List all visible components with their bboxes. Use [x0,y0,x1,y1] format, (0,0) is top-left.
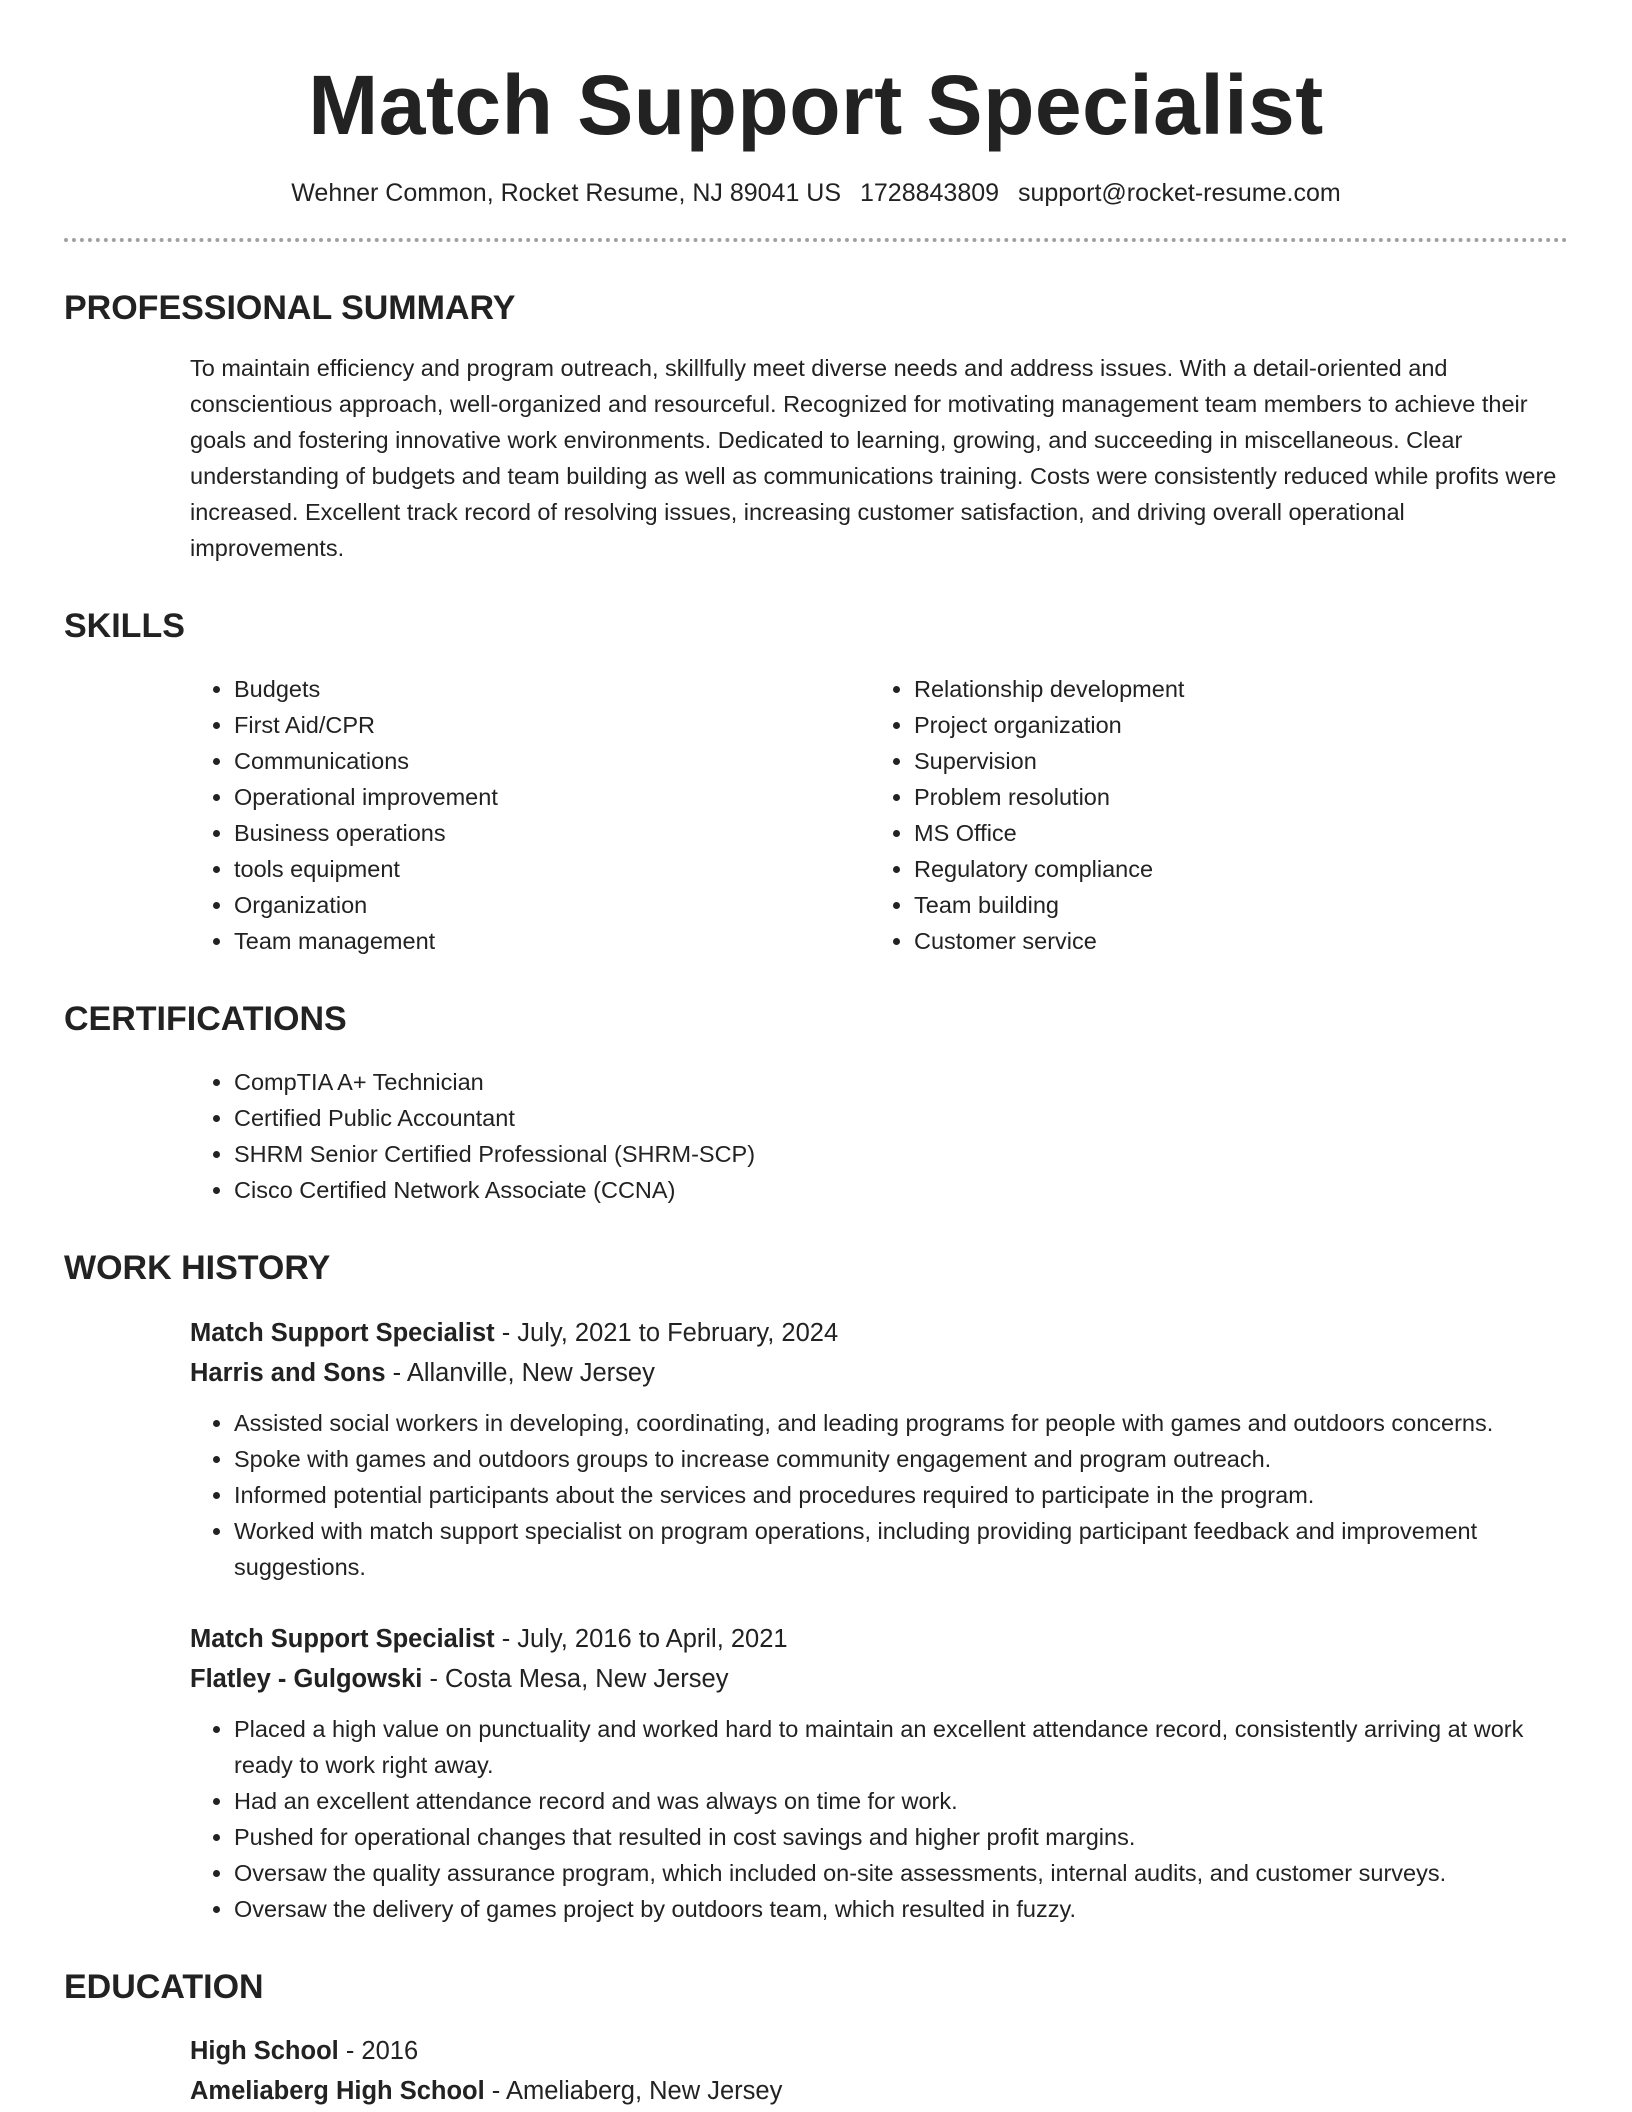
summary-section [64,288,1568,567]
job-bullet: • Assisted social workers in developing, coordinating, and leading programs for people with games and outdoors concerns. [234,1405,1568,1441]
job-bullet: • Pushed for operational changes that resulted in cost savings and higher profit margins. [234,1819,1568,1855]
skill-item: • Relationship development [914,671,1550,707]
job-bullet: • Had an excellent attendance record and was always on time for work. [234,1783,1568,1819]
work-history-section [64,1248,1568,1927]
work-history-heading: WORK HISTORY [64,1248,331,1287]
skill-item: • Business operations [234,815,870,851]
education-year: - 2016 [338,2037,419,2066]
job-title-line [190,1313,1568,1353]
skill-item: • Organization [234,887,870,923]
skills-column-right [870,671,1550,959]
job-role: Match Support Specialist [190,1624,495,1653]
education-school-line [190,2071,1568,2111]
contact-phone: 1728843809 [860,179,1000,207]
skill-item: • MS Office [914,815,1550,851]
resume-name: Match Support Specialist [308,58,1324,152]
certification-item: • SHRM Senior Certified Professional (SHRM-SCP) [234,1136,1568,1172]
education-heading: EDUCATION [64,1967,264,2006]
skill-item: • First Aid/CPR [234,707,870,743]
certifications-heading: CERTIFICATIONS [64,1000,347,1039]
skill-item: • Supervision [914,743,1550,779]
education-location: - Ameliaberg, New Jersey [484,2077,783,2106]
skill-item: • Regulatory compliance [914,851,1550,887]
skills-column-left [190,671,870,959]
job-company-line [190,1353,1568,1393]
job-bullet: • Oversaw the delivery of games project by outdoors team, which resulted in fuzzy. [234,1891,1568,1927]
job-company: Harris and Sons [190,1358,386,1387]
summary-text: To maintain efficiency and program outreach, skillfully meet diverse needs and address issues. With a detail-oriented and conscientious approach, well-organized and resourceful. Recognized for motivating management team members to achieve their goals and fostering innovative work environments. Dedicated to learning, growing, and succeeding in miscellaneous. Clear understanding of budgets and team building as well as communications training. Costs were consistently reduced while profits were increased. Excellent track record of resolving issues, increasing customer satisfaction, and driving overall operational improvements. [190,355,1557,562]
skills-section [64,606,1568,959]
job-location: - Costa Mesa, New Jersey [422,1664,729,1693]
job-entry [64,1619,1568,1927]
job-bullets [190,1711,1568,1927]
job-dates: - July, 2016 to April, 2021 [494,1624,788,1653]
contact-address: Wehner Common, Rocket Resume, NJ 89041 US [291,179,842,207]
job-bullet: • Spoke with games and outdoors groups to increase community engagement and program outreach. [234,1441,1568,1477]
skill-item: • Budgets [234,671,870,707]
certification-item: • Cisco Certified Network Associate (CCNA) [234,1172,1568,1208]
skill-item: • Team management [234,923,870,959]
job-role: Match Support Specialist [190,1318,495,1347]
education-section [64,1967,1568,2112]
education-degree-line [190,2031,1568,2071]
job-company-line [190,1659,1568,1699]
job-bullets [190,1405,1568,1585]
certification-item: • Certified Public Accountant [234,1100,1568,1136]
contact-email[interactable]: support@rocket-resume.com [1018,179,1341,207]
job-bullet: • Worked with match support specialist on program operations, including providing participant feedback and improvement suggestions. [234,1513,1568,1585]
job-location: - Allanville, New Jersey [385,1358,655,1387]
skills-heading: SKILLS [64,607,185,646]
job-bullet: • Informed potential participants about the services and procedures required to participate in the program. [234,1477,1568,1513]
job-bullet: • Placed a high value on punctuality and worked hard to maintain an excellent attendance record, consistently arriving at work ready to work right away. [234,1711,1568,1783]
contact-line [64,177,1568,210]
certifications-list [64,1064,1568,1208]
job-dates: - July, 2021 to February, 2024 [494,1318,839,1347]
skill-item: • Customer service [914,923,1550,959]
header-divider [64,238,1568,242]
job-title-line [190,1619,1568,1659]
job-bullet: • Oversaw the quality assurance program, which included on-site assessments, internal audits, and customer surveys. [234,1855,1568,1891]
education-school: Ameliaberg High School [190,2077,485,2106]
education-degree: High School [190,2037,339,2066]
skill-item: • Communications [234,743,870,779]
summary-heading: PROFESSIONAL SUMMARY [64,288,516,327]
skill-item: • tools equipment [234,851,870,887]
certifications-section [64,999,1568,1208]
skill-item: • Operational improvement [234,779,870,815]
job-company: Flatley - Gulgowski [190,1664,423,1693]
job-entry [64,1313,1568,1585]
skill-item: • Problem resolution [914,779,1550,815]
education-entry [64,2031,1568,2111]
skill-item: • Team building [914,887,1550,923]
certification-item: • CompTIA A+ Technician [234,1064,1568,1100]
skills-grid [64,671,1568,959]
skill-item: • Project organization [914,707,1550,743]
